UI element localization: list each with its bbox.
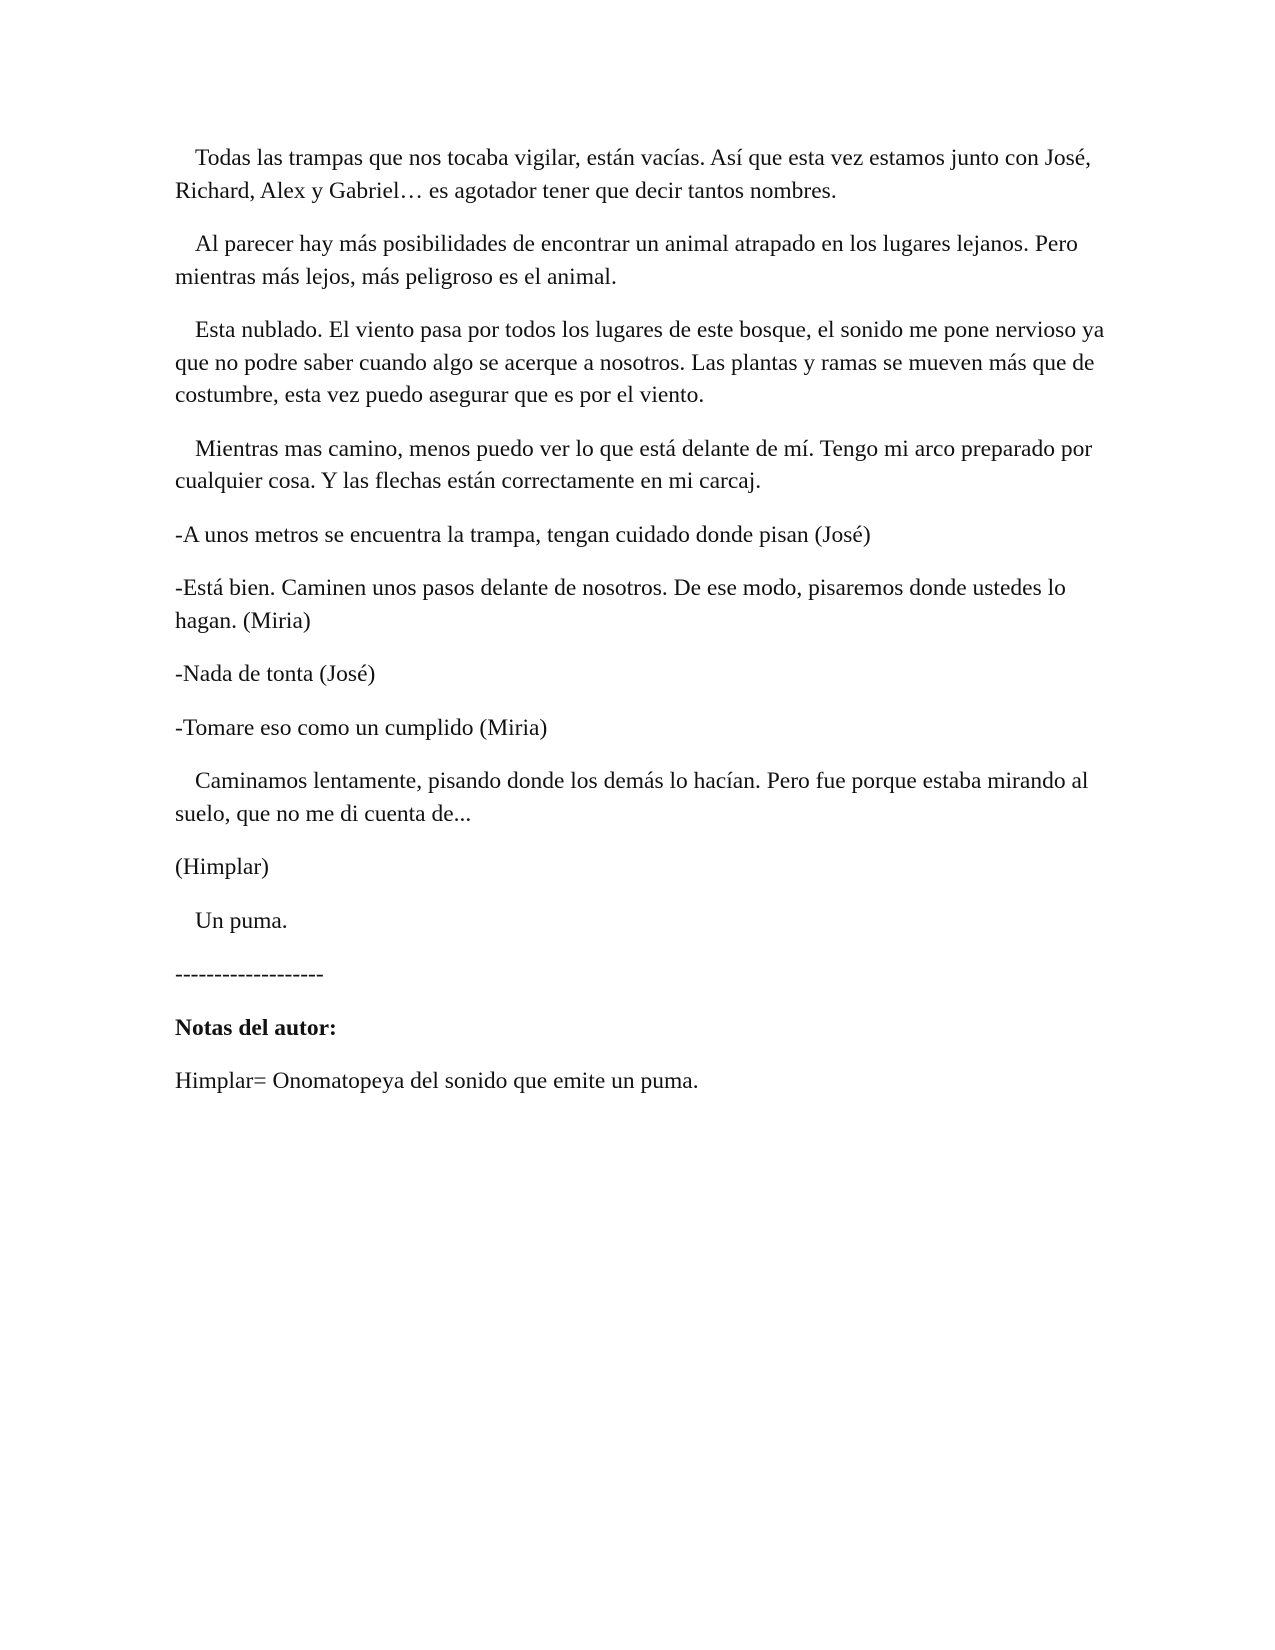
dialogue-line: -A unos metros se encuentra la trampa, tengan cuidado donde pisan (José) bbox=[175, 521, 871, 548]
dialogue-line: -Está bien. Caminen unos pasos delante de nosotros. De ese modo, pisaremos donde ustedes lo hagan. (Miria) bbox=[175, 575, 1066, 634]
dialogue-line: -Nada de tonta (José) bbox=[175, 661, 376, 687]
separator-line: ------------------- bbox=[175, 961, 324, 987]
paragraph: Al parecer hay más posibilidades de encontrar un animal atrapado en los lugares lejanos. Pero mientras más lejos, más peligroso es el animal. bbox=[175, 231, 1078, 290]
notes-text: Himplar= Onomatopeya del sonido que emite un puma. bbox=[175, 1068, 699, 1094]
paragraph: Todas las trampas que nos tocaba vigilar, están vacías. Así que esta vez estamos junto con José, Richard, Alex y Gabriel… es agotador tener que decir tantos nombres. bbox=[175, 145, 1092, 204]
paragraph: Caminamos lentamente, pisando donde los demás lo hacían. Pero fue porque estaba mirando al suelo, que no me di cuenta de... bbox=[175, 768, 1089, 827]
notes-heading: Notas del autor: bbox=[175, 1014, 337, 1041]
paragraph: Mientras mas camino, menos puedo ver lo que está delante de mí. Tengo mi arco preparado por cualquier cosa. Y las flechas están correctamente en mi carcaj. bbox=[175, 435, 1093, 494]
dialogue-line: -Tomare eso como un cumplido (Miria) bbox=[175, 714, 548, 741]
paragraph: Esta nublado. El viento pasa por todos los lugares de este bosque, el sonido me pone nervioso ya que no podre saber cuando algo se acerque a nosotros. Las plantas y ramas se mueven más que de costumbre, esta vez puedo asegurar que es por el viento. bbox=[175, 317, 1105, 408]
document-body bbox=[175, 142, 1105, 1119]
paragraph: Un puma. bbox=[195, 907, 288, 934]
sound-effect-line: (Himplar) bbox=[175, 854, 269, 880]
